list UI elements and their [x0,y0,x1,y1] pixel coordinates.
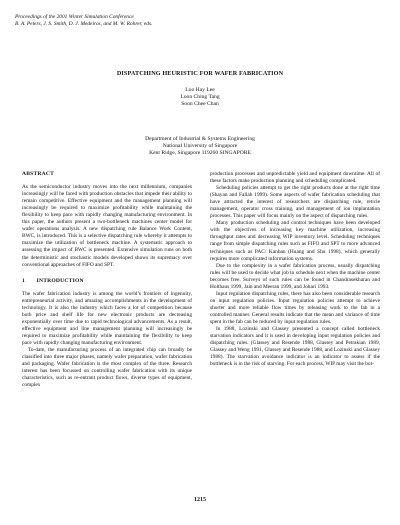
body-paragraph: Due to the complexity in a wafer fabrication process, usually dispatching rules will be used to decide what job to schedule next when the machine center becomes free. Surveys of such rules can be found in Chandrasekharan and Holthaus 1999, Jain and Meeran 1999, and Johari 1993. [210,262,380,290]
author-list [0,87,400,109]
introduction-heading: 1 INTRODUCTION [22,277,84,284]
affiliation-line: Kent Ridge, Singapore 119260 SINGAPORE [149,150,251,157]
author-name: Loo Hay Lee [185,87,215,93]
abstract-text: As the semiconductor industry moves into the next millennium, companies increasingly will be faced with production obstacles that impede their ability to remain competitive. Effective equipment and the management planning will increasingly be required to maximize profitability while maintaining the flexibility to keep pace with rapidly changing manufacturing environment. In this paper, the authors present a two-bottleneck machines center model for wafer operations analysis. A new dispatching rule Balance Work Content, BWC, is introduced. This is a selective dispatching rule whereby it attempts to maximize the utilization of bottleneck machine. A systematic approach to assessing the impact of BWC is presented. Extensive simulation runs on both the deterministic and stochastic models developed shows its supremacy over conventional approaches of FIFO and SPT. [22,184,192,268]
proceedings-header [15,14,152,28]
body-paragraph: Scheduling policies attempt to get the right products done at the right time (Shayan and Fallah 1999). Some aspects of wafer fabrication scheduling that have attracted the interest of researchers are dispatching rule, reticle management, operator cross training, and management of ion implantation processes. This paper will focus mainly on the aspect of dispatching rules. [210,185,380,220]
body-paragraph: Many production scheduling and control techniques have been developed with the objectives of increasing key machine utilization, increasing throughput rates and decreasing WIP inventory level. Scheduling techniques range from simple dispatching rules such as FIFO and SPT to more advanced techniques such as PAC/ Kanban (Huang and Shu 1998), which generally requires more complicated information systems. [210,220,380,262]
author-name: Loon Ching Tang [180,94,220,101]
abstract-heading: ABSTRACT [22,171,55,177]
header-line-2: B. A. Peters, J. S. Smith, D. J. Medeiros, and M. W. Rohrer, eds. [15,21,153,27]
header-line-1: Proceedings of the 2001 Winter Simulation Conference [15,14,134,20]
left-column [22,171,192,389]
body-paragraph: production processes and unpredictable yield and equipment downtime. All of these factors make production planning and scheduling complicated. [210,171,380,185]
right-column [210,171,380,368]
affiliation [0,136,400,158]
affiliation-line: Department of Industrial & Systems Engineering [145,136,255,142]
body-paragraph: Input regulation dispatching rules, there has also been considerable research on input regulation policies. Input regulation policies attempt to achieve shorter and more reliable flow times by releasing work to the fab in a controlled manner. General results indicate that the mean and variance of time spent in the fab can be reduced by input regulation rules. [210,290,380,325]
affiliation-line: National University of Singapore [162,143,238,150]
body-paragraph: To-date, the manufacturing process of an integrated chip can broadly be classified into three major phases, namely wafer preparation, wafer fabrication and packaging. Wafer fabrication is the most complex of the three. Research interest has been focussed on controlling wafer fabrication with its unique characteristics, such as re-entrant product flows, diverse types of equipment, complex [22,347,192,389]
body-paragraph: In 1988, Lozinski and Glassey presented a concept called bottleneck starvation indicators and it is used in developing input regulation policies and dispatching rules. (Glassey and Resende 1988, Glassey and Petrakian 1989, Glassey and Weng 1991, Glassey and Resende 1988, and Lozinski and Glassey 1988). The starvation avoidance indicator is an indicator to assess if the bottleneck is in the risk of starving. For each process, WIP may visit the bot- [210,326,380,368]
author-name: Soon Chee Chan [181,101,219,108]
body-paragraph: The wafer fabrication industry is among the world’s frontiers of ingenuity, entrepreneurial activity, and amazing accomplishments in the development of technology. It is also the industry which faces a lot of competition because both price and shelf life for new electronic products are decreasing exponentially over time due to rapid technological advancements. As a result, effective equipment and line management planning will increasingly be required to maximize profitability while maintaining the flexibility to keep pace with rapidly changing manufacturing environment. [22,290,192,346]
page-number: 1215 [194,497,206,503]
paper-title: DISPATCHING HEURISTIC FOR WAFER FABRICATION [116,70,284,77]
